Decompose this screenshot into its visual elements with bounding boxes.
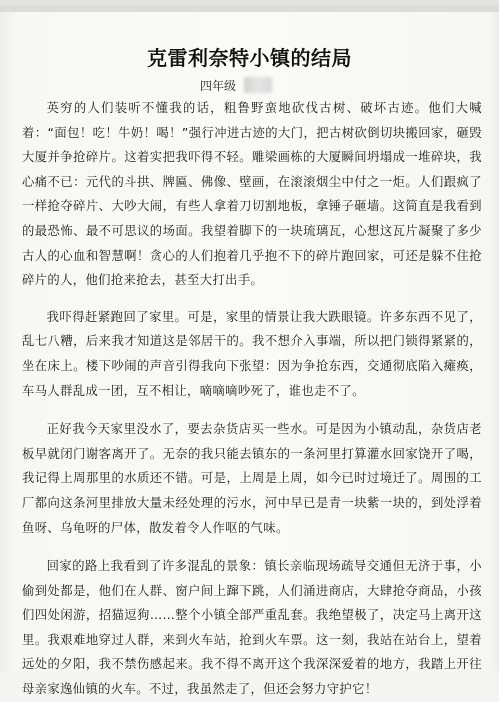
grade-label: 四年级 [200,78,237,93]
essay-body [22,96,482,702]
essay-title: 克雷利奈特小镇的结局 [147,46,352,70]
paragraph-3: 正好我今天家里没水了，要去杂货店买一些水。可是因为小镇动乱，杂货店老板早就闭门谢客离开了。无奈的我只能去镇东的一条河里打算灌水回家饶开了喝，我记得上周那里的水质还不错。可是，上周是上周，如今已时过境迁了。周围的工厂都向这条河里排放大量未经处理的污水，河中早已是青一块紫一块的，到处浮着鱼呀、乌龟呀的尸体，散发着令人作呕的气味。 [22,422,482,535]
author-line [200,76,272,94]
paragraph-2: 我吓得赶紧跑回了家里。可是，家里的情景让我大跌眼镜。许多东西不见了，乱七八糟，后来我才知道这是邻居干的。我不想介入事端，所以把门锁得紧紧的，坐在床上。楼下吵闹的声音引得我向下张望：因为争抢东西，交通彻底陷入瘫痪，车马人群乱成一团，互不相让，嘀嘀嘀吵死了，谁也走不了。 [22,309,482,398]
blurred-author-name [244,77,272,93]
paragraph-4: 回家的路上我看到了许多混乱的景象：镇长亲临现场疏导交通但无济于事，小偷到处都是，他们在人群、窗户间上蹿下跳，人们涌进商店，大肆抢夺商品，小孩们四处闲游，招猫逗狗……整个小镇全部严重乱套。我绝望极了，决定马上离开这里。我艰难地穿过人群，来到火车站，抢到火车票。这一刻，我站在站台上，望着远处的夕阳，我不禁伤感起来。我不得不离开这个我深深爱着的地方，我踏上开往母亲家逸仙镇的火车。不过，我虽然走了，但还会努力守护它！ [22,559,482,697]
paragraph-1: 英穷的人们装听不懂我的话，粗鲁野蛮地砍伐古树、破坏古迹。他们大喊着：“面包！吃！牛奶！喝！”强行冲进古迹的大门，把古树砍倒切块搬回家，砸毁大厦并争抢碎片。这着实把我吓得不轻。雕梁画栋的大厦瞬间坍塌成一堆碎块，我心痛不已：元代的斗拱、牌匾、佛像、壁画，在滚滚烟尘中付之一炬。人们跟疯了一样抢夺碎片、大吵大闹，有些人拿着刀切割地板，拿锤子砸墙。这简直是我看到的最恐怖、最不可思议的场面。我望着脚下的一块琉璃瓦，心想这瓦片凝聚了多少古人的心血和智慧啊！贪心的人们抱着几乎抱不下的碎片跑回家，可还是躲不住抢碎片的人，他们抢来抢去，甚至大打出手。 [22,101,482,288]
page-top-edge [0,6,499,12]
